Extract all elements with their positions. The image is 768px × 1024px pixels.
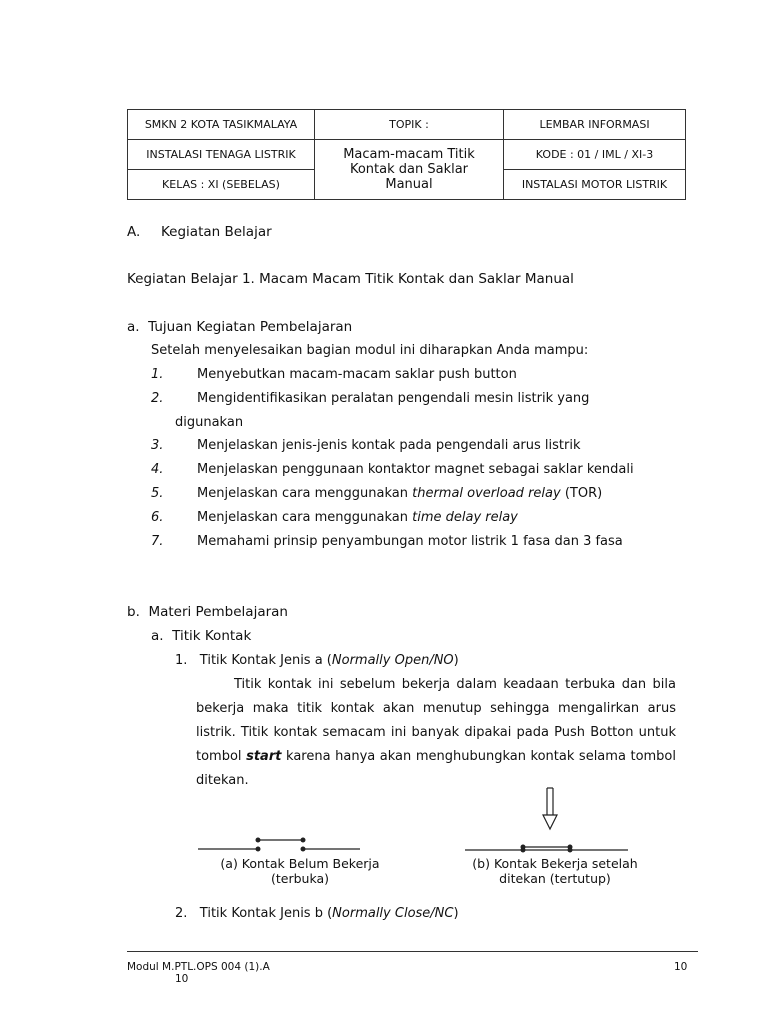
objective-continuation: digunakan bbox=[175, 415, 244, 430]
text-part: ) bbox=[453, 906, 459, 921]
topic-label-cell: TOPIK : bbox=[315, 110, 504, 140]
section-a-letter: A. bbox=[127, 224, 141, 240]
emphasis: start bbox=[246, 749, 282, 764]
contact-type-a-paragraph bbox=[196, 673, 676, 793]
text-part: Menjelaskan cara menggunakan bbox=[197, 510, 413, 525]
text-part: ) bbox=[453, 653, 459, 668]
text-part: 1. Titik Kontak Jenis a ( bbox=[175, 653, 332, 668]
objectives-intro: Setelah menyelesaikan bagian modul ini diharapkan Anda mampu: bbox=[151, 343, 589, 358]
objective-text bbox=[197, 486, 602, 501]
footer-page-number-below: 10 bbox=[175, 973, 189, 985]
caption-line: (terbuka) bbox=[270, 871, 330, 886]
sheet-type-cell: LEMBAR INFORMASI bbox=[504, 110, 686, 140]
text-part: Titik kontak ini sebelum bekerja dalam keadaan terbuka dan bila bekerja maka titik kontak akan menutup sehingga mengalirkan arus listrik. Titik kontak semacam ini banyak dipakai pada Push Botton untuk tombol bbox=[196, 677, 676, 764]
field-cell: INSTALASI TENAGA LISTRIK bbox=[128, 140, 315, 170]
emphasis: thermal overload relay bbox=[412, 486, 561, 501]
activity-title: Kegiatan Belajar 1. Macam Macam Titik Kontak dan Saklar Manual bbox=[127, 271, 574, 287]
code-cell: KODE : 01 / IML / XI-3 bbox=[504, 140, 686, 170]
objective-number: 5. bbox=[151, 486, 164, 501]
subject-cell: INSTALASI MOTOR LISTRIK bbox=[504, 170, 686, 200]
objective-number: 4. bbox=[151, 462, 164, 477]
objective-text: Memahami prinsip penyambungan motor listrik 1 fasa dan 3 fasa bbox=[197, 534, 623, 549]
objective-text: Menyebutkan macam-macam saklar push button bbox=[197, 367, 517, 382]
text-part: Menjelaskan cara menggunakan bbox=[197, 486, 413, 501]
caption-line: (b) Kontak Bekerja setelah bbox=[472, 856, 638, 871]
objective-number: 7. bbox=[151, 534, 164, 549]
objective-number: 3. bbox=[151, 438, 164, 453]
footer-rule bbox=[127, 951, 698, 952]
objective-number: 6. bbox=[151, 510, 164, 525]
objective-number: 1. bbox=[151, 367, 164, 382]
materials-subheading: a. Titik Kontak bbox=[151, 628, 252, 644]
text-part: (TOR) bbox=[560, 486, 603, 501]
topic-title-cell bbox=[315, 140, 504, 200]
emphasis: time delay relay bbox=[412, 510, 518, 525]
topic-title: Macam-macam Titik Kontak dan Saklar Manual bbox=[343, 147, 475, 192]
footer-page-number: 10 bbox=[674, 961, 688, 973]
objective-text: Menjelaskan jenis-jenis kontak pada pengendali arus listrik bbox=[197, 438, 581, 453]
caption-closed bbox=[455, 856, 655, 886]
emphasis: Normally Open/NO bbox=[331, 653, 454, 668]
objective-number: 2. bbox=[151, 391, 164, 406]
objectives-heading: a. Tujuan Kegiatan Pembelajaran bbox=[127, 319, 353, 335]
school-cell: SMKN 2 KOTA TASIKMALAYA bbox=[128, 110, 315, 140]
objective-text: Menjelaskan penggunaan kontaktor magnet sebagai saklar kendali bbox=[197, 462, 634, 477]
header-table bbox=[127, 109, 686, 200]
caption-line: ditekan (tertutup) bbox=[499, 871, 611, 886]
contact-diagram bbox=[190, 785, 650, 855]
contact-type-b-title bbox=[175, 906, 459, 921]
text-part: karena hanya akan menghubungkan kontak selama tombol ditekan. bbox=[196, 749, 677, 788]
contact-open-symbol bbox=[198, 838, 360, 852]
objective-text bbox=[197, 510, 518, 525]
down-arrow-icon bbox=[543, 788, 557, 829]
contact-type-a-title bbox=[175, 653, 459, 668]
contact-closed-symbol bbox=[465, 845, 628, 853]
objective-text: Mengidentifikasikan peralatan pengendali mesin listrik yang bbox=[197, 391, 590, 406]
footer-module: Modul M.PTL.OPS 004 (1).A bbox=[127, 961, 270, 973]
text-part: 2. Titik Kontak Jenis b ( bbox=[175, 906, 333, 921]
caption-line: (a) Kontak Belum Bekerja bbox=[220, 856, 380, 871]
section-a-title: Kegiatan Belajar bbox=[161, 224, 272, 240]
materials-heading: b. Materi Pembelajaran bbox=[127, 604, 288, 620]
caption-open bbox=[200, 856, 400, 886]
emphasis: Normally Close/NC bbox=[332, 906, 454, 921]
class-cell: KELAS : XI (SEBELAS) bbox=[128, 170, 315, 200]
